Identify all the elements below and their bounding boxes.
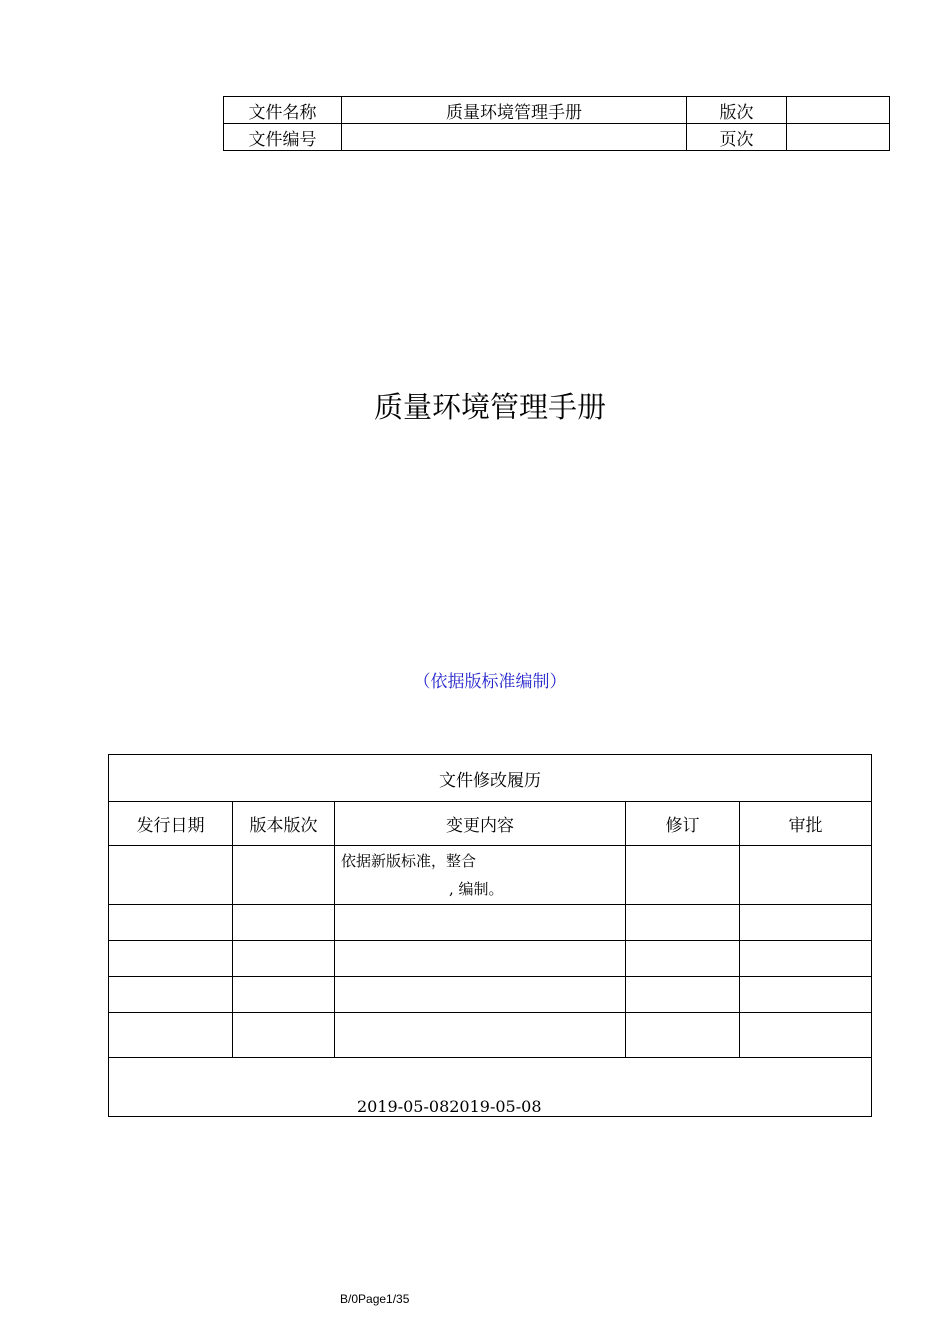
history-footer-cell <box>109 1058 872 1117</box>
footer-dates: 2019-05-082019-05-08 <box>357 1097 542 1116</box>
empty-cell <box>740 977 872 1013</box>
document-subtitle: （依据版标准编制） <box>413 672 567 692</box>
table-row <box>109 977 872 1013</box>
table-row <box>109 941 872 977</box>
cell-revised <box>626 846 740 905</box>
empty-cell <box>109 941 233 977</box>
empty-cell <box>109 1013 233 1058</box>
table-row <box>109 846 872 905</box>
file-name-value: 质量环境管理手册 <box>342 97 687 124</box>
history-caption: 文件修改履历 <box>109 755 872 802</box>
cell-approved <box>740 846 872 905</box>
empty-cell <box>740 941 872 977</box>
empty-cell <box>233 941 335 977</box>
empty-cell <box>233 977 335 1013</box>
column-header-approved: 审批 <box>740 802 872 846</box>
column-header-change-content: 变更内容 <box>335 802 626 846</box>
version-label: 版次 <box>687 97 787 124</box>
version-value <box>787 97 890 124</box>
empty-cell <box>335 1013 626 1058</box>
empty-cell <box>335 941 626 977</box>
document-header-table <box>223 96 890 151</box>
column-header-version: 版本版次 <box>233 802 335 846</box>
empty-cell <box>626 905 740 941</box>
empty-cell <box>740 905 872 941</box>
file-name-label: 文件名称 <box>224 97 342 124</box>
file-number-label: 文件编号 <box>224 124 342 151</box>
empty-cell <box>233 1013 335 1058</box>
empty-cell <box>626 1013 740 1058</box>
page-value <box>787 124 890 151</box>
cell-version <box>233 846 335 905</box>
table-row <box>109 905 872 941</box>
document-title: 质量环境管理手册 <box>373 390 606 424</box>
page-number-footer: B/0Page1/35 <box>340 1292 410 1306</box>
column-header-issue-date: 发行日期 <box>109 802 233 846</box>
change-content-line1: 依据新版标准，整合 <box>341 852 477 870</box>
empty-cell <box>740 1013 872 1058</box>
table-row <box>109 1013 872 1058</box>
page-label: 页次 <box>687 124 787 151</box>
column-header-revised: 修订 <box>626 802 740 846</box>
empty-cell <box>109 905 233 941</box>
change-content-line2: , 编制。 <box>449 880 504 898</box>
empty-cell <box>335 977 626 1013</box>
empty-cell <box>109 977 233 1013</box>
empty-cell <box>335 905 626 941</box>
cell-change-content <box>335 846 626 905</box>
revision-history-table <box>108 754 872 1117</box>
empty-cell <box>626 941 740 977</box>
file-number-value <box>342 124 687 151</box>
empty-cell <box>626 977 740 1013</box>
cell-date <box>109 846 233 905</box>
empty-cell <box>233 905 335 941</box>
